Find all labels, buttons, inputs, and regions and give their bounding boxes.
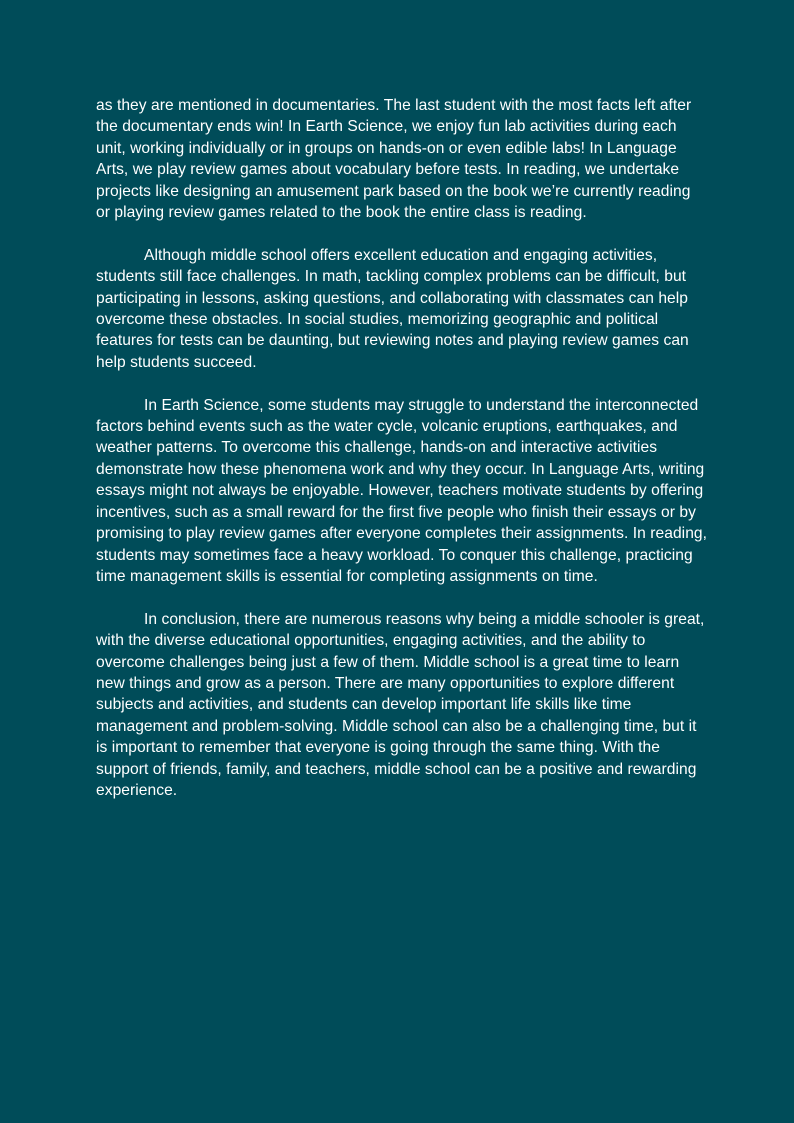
- paragraph-challenges-science-language-reading: In Earth Science, some students may struggle to understand the interconnected factors behind events such as the water cycle, volcanic eruptions, earthquakes, and weather patterns. To overcome this challenge, hands-on and interactive activities demonstrate how these phenomena work and why they occur. In Language Arts, writing essays might not always be enjoyable. However, teachers motivate students by offering incentives, such as a small reward for the first five people who finish their essays or by promising to play review games after everyone completes their assignments. In reading, students may sometimes face a heavy workload. To conquer this challenge, practicing time management skills is essential for completing assignments on time.: [96, 396, 708, 585]
- document-body: [96, 95, 708, 801]
- paragraph-challenges-math-social-studies: Although middle school offers excellent education and engaging activities, students still face challenges. In math, tackling complex problems can be difficult, but participating in lessons, asking questions, and collaborating with classmates can help overcome these obstacles. In social studies, memorizing geographic and political features for tests can be daunting, but reviewing notes and playing review games can help students succeed.: [96, 246, 689, 371]
- paragraph-activities-continued: as they are mentioned in documentaries. The last student with the most facts left after the documentary ends win! In Earth Science, we enjoy fun lab activities during each unit, working individually or in groups on hands-on or even edible labs! In Language Arts, we play review games about vocabulary before tests. In reading, we undertake projects like designing an amusement park based on the book we’re currently reading or playing review games related to the book the entire class is reading.: [96, 97, 692, 222]
- paragraph-conclusion: In conclusion, there are numerous reasons why being a middle schooler is great, with the diverse educational opportunities, engaging activities, and the ability to overcome challenges being just a few of them. Middle school is a great time to learn new things and grow as a person. There are many opportunities to explore different subjects and activities, and students can develop important life skills like time management and problem-solving. Middle school can also be a challenging time, but it is important to remember that everyone is going through the same thing. With the support of friends, family, and teachers, middle school can be a positive and rewarding experience.: [96, 610, 705, 799]
